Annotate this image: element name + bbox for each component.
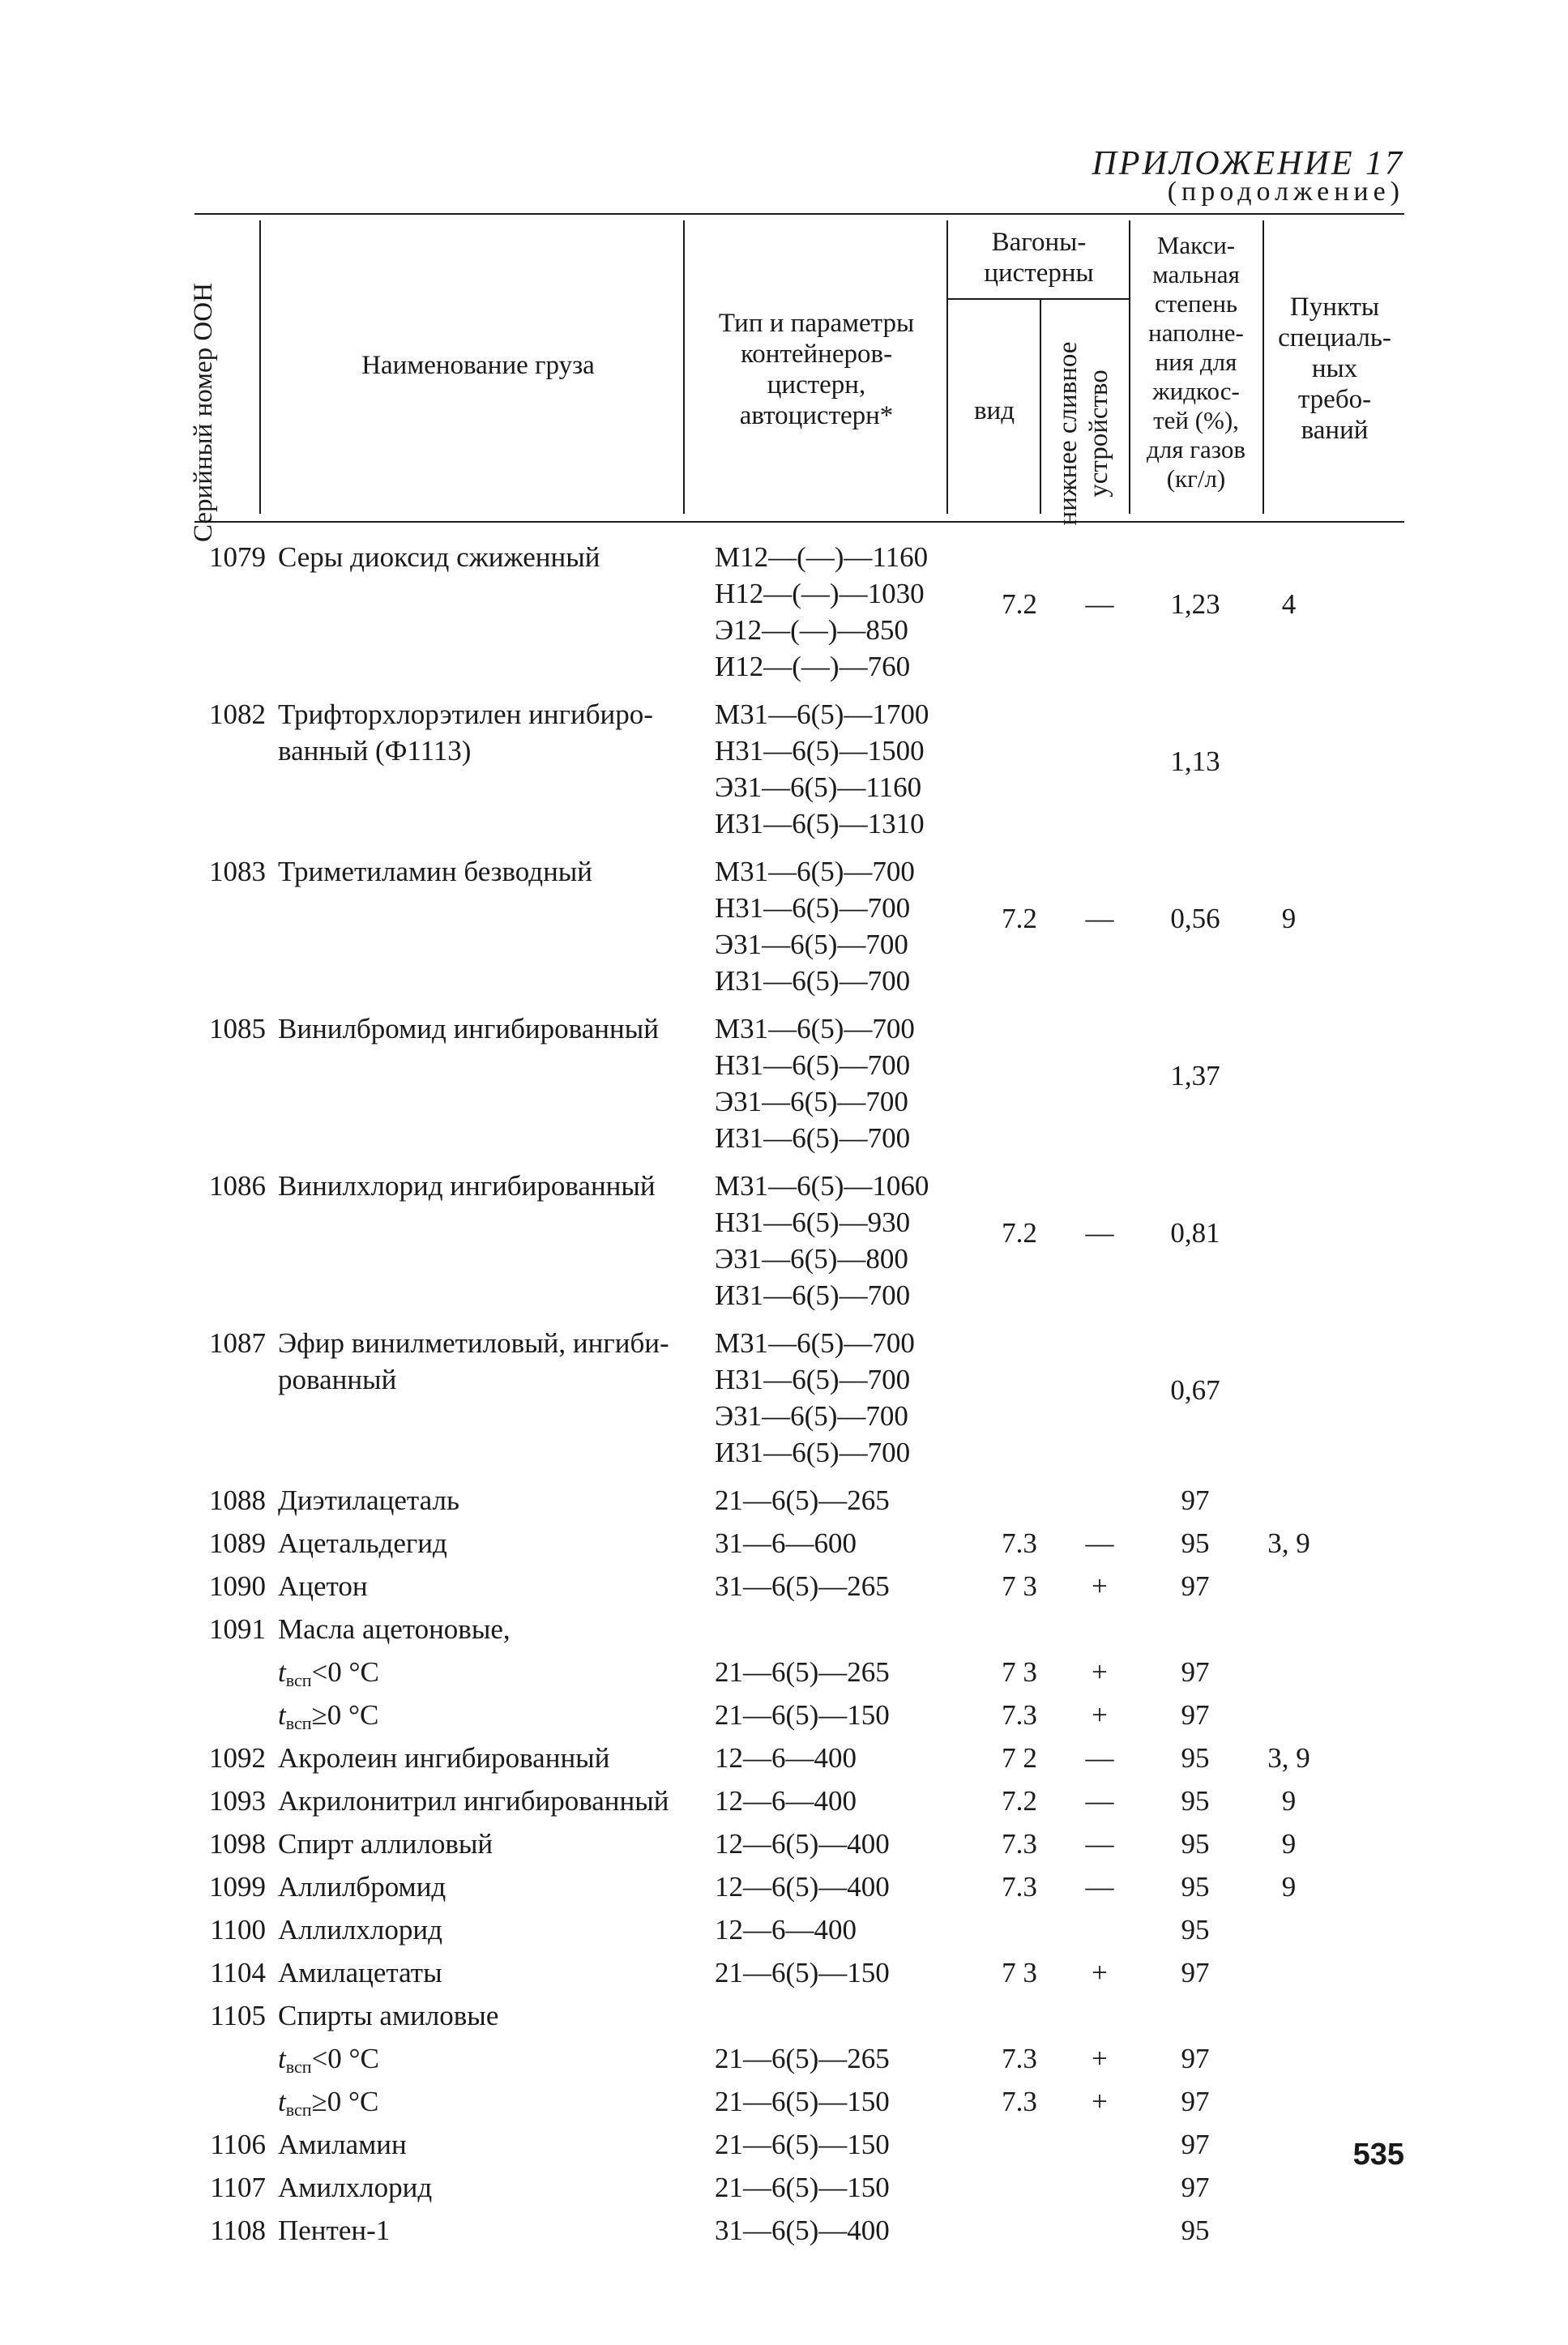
table-row xyxy=(0,1611,1568,1647)
max-fill: 97 xyxy=(1181,1957,1210,1988)
header-cargo-name: Наименование груза xyxy=(361,351,595,380)
flash-point-condition: $t_{всп}<0$ °C xyxy=(278,2043,379,2077)
container-types xyxy=(715,2169,890,2206)
container-types xyxy=(715,853,915,999)
container-types xyxy=(715,696,929,842)
container-type-line: 21—6(5)—150 xyxy=(715,1699,890,1731)
table-row xyxy=(0,2083,1568,2120)
bottom-drain: + xyxy=(1092,1570,1108,1602)
cargo-name xyxy=(278,1168,656,1204)
bottom-drain: — xyxy=(1085,1871,1114,1903)
container-type-line: Э12—(—)—850 xyxy=(715,614,908,646)
container-type-line: Э31—6(5)—700 xyxy=(715,1400,908,1432)
container-types xyxy=(715,1568,890,1604)
max-fill: 97 xyxy=(1181,2043,1210,2074)
serial-number: 1087 xyxy=(209,1327,266,1359)
container-type-line: 21—6(5)—150 xyxy=(715,2086,890,2117)
cargo-name-line: Ацетальдегид xyxy=(278,1527,447,1559)
container-types xyxy=(715,1654,890,1690)
container-type-line: И12—(—)—760 xyxy=(715,651,911,682)
bottom-drain: + xyxy=(1092,2043,1108,2074)
bottom-drain: + xyxy=(1092,1699,1108,1731)
cargo-name-line: Аллилбромид xyxy=(278,1871,446,1903)
container-types xyxy=(715,1482,890,1518)
container-types xyxy=(715,1911,857,1948)
container-type-line: И31—6(5)—700 xyxy=(715,1437,911,1468)
header-divider-6 xyxy=(1040,300,1041,514)
container-type-line: 12—6(5)—400 xyxy=(715,1828,890,1860)
container-types xyxy=(715,2126,890,2163)
serial-number: 1083 xyxy=(209,856,266,887)
cargo-name-line: Амиламин xyxy=(278,2129,407,2160)
container-type-line: Н31—6(5)—930 xyxy=(715,1207,911,1238)
container-types xyxy=(715,2083,890,2120)
max-fill: 1,23 xyxy=(1170,588,1220,620)
serial-number: 1092 xyxy=(209,1742,266,1774)
table-row xyxy=(0,1911,1568,1948)
serial-number: 1099 xyxy=(209,1871,266,1903)
tank-car-kind: 7.2 xyxy=(1002,903,1037,934)
serial-number: 1079 xyxy=(209,541,266,573)
cargo-name-line: Спирты амиловые xyxy=(278,2000,499,2031)
cargo-name-line: Триметиламин безводный xyxy=(278,856,593,887)
cargo-name-line: Пентен-1 xyxy=(278,2215,391,2246)
cargo-name-line: Диэтилацеталь xyxy=(278,1484,459,1516)
max-fill: 95 xyxy=(1181,2215,1210,2246)
table-row xyxy=(0,1783,1568,1819)
header-container-type: Тип и параметры контейнеров- цистерн, автоцистерн* xyxy=(718,309,915,430)
header-bottom-rule xyxy=(194,521,1404,523)
header-tankcar-rule xyxy=(948,298,1129,300)
cargo-name xyxy=(278,1911,442,1948)
tank-car-kind: 7.3 xyxy=(1002,2043,1037,2074)
continuation-note: (продолжение) xyxy=(1167,177,1404,207)
max-fill: 97 xyxy=(1181,1656,1210,1688)
table-row xyxy=(0,1654,1568,1690)
serial-number: 1106 xyxy=(210,2129,266,2160)
table-row xyxy=(0,2126,1568,2163)
special-points: 9 xyxy=(1281,1871,1297,1903)
cargo-name xyxy=(278,2212,390,2249)
container-type-line: 21—6(5)—265 xyxy=(715,1484,890,1516)
container-type-line: 12—6(5)—400 xyxy=(715,1871,890,1903)
serial-number: 1090 xyxy=(209,1570,266,1602)
max-fill: 97 xyxy=(1181,2086,1210,2117)
container-types xyxy=(715,1783,857,1819)
tank-car-kind: 7.2 xyxy=(1002,588,1037,620)
container-type-line: Н31—6(5)—1500 xyxy=(715,735,925,767)
container-types xyxy=(715,1325,915,1471)
cargo-name-line: Эфир винилметиловый, ингиби- xyxy=(278,1327,669,1359)
bottom-drain: — xyxy=(1085,1785,1114,1817)
container-type-line: М31—6(5)—700 xyxy=(715,1013,915,1044)
table-row xyxy=(0,1168,1568,1313)
serial-number: 1098 xyxy=(209,1828,266,1860)
header-divider-3 xyxy=(946,220,948,514)
max-fill: 95 xyxy=(1181,1871,1210,1903)
container-type-line: Э31—6(5)—1160 xyxy=(715,771,922,803)
serial-number: 1093 xyxy=(209,1785,266,1817)
tank-car-kind: 7 3 xyxy=(1002,1570,1037,1602)
container-type-line: Э31—6(5)—700 xyxy=(715,929,908,960)
table-row xyxy=(0,1954,1568,1991)
cargo-name-line: Ацетон xyxy=(278,1570,368,1602)
flash-point-condition: $t_{всп}\ge 0$ °C xyxy=(278,2086,379,2120)
serial-number: 1091 xyxy=(209,1613,266,1645)
cargo-name-line: Акролеин ингибированный xyxy=(278,1742,610,1774)
header-max-fill: Макси- мальная степень наполне- ния для жидкос- тей (%), для газов (кг/л) xyxy=(1147,231,1245,493)
container-types xyxy=(715,1168,929,1313)
cargo-name xyxy=(278,1954,442,1991)
container-type-line: Э31—6(5)—700 xyxy=(715,1086,908,1117)
cargo-name xyxy=(278,1568,368,1604)
container-type-line: 31—6—600 xyxy=(715,1527,857,1559)
tank-car-kind: 7 3 xyxy=(1002,1957,1037,1988)
cargo-name-line: рованный xyxy=(278,1364,397,1395)
table-row xyxy=(0,2040,1568,2077)
cargo-name xyxy=(278,1525,447,1561)
serial-number: 1108 xyxy=(210,2215,266,2246)
container-type-line: И31—6(5)—700 xyxy=(715,1122,911,1154)
tank-car-kind: 7.3 xyxy=(1002,1828,1037,1860)
cargo-name xyxy=(278,696,653,769)
header-divider-2 xyxy=(683,220,685,514)
header-top-rule xyxy=(194,213,1404,215)
container-type-line: М31—6(5)—1700 xyxy=(715,698,929,730)
serial-number: 1086 xyxy=(209,1170,266,1202)
header-divider-5 xyxy=(1263,220,1264,514)
tank-car-kind: 7.3 xyxy=(1002,2086,1037,2117)
bottom-drain: — xyxy=(1085,1828,1114,1860)
cargo-name-line: ванный (Ф1113) xyxy=(278,735,472,767)
container-type-line: И31—6(5)—700 xyxy=(715,965,911,997)
cargo-name-line: Винилхлорид ингибированный xyxy=(278,1170,656,1202)
max-fill: 0,81 xyxy=(1170,1217,1220,1249)
max-fill: 97 xyxy=(1181,2129,1210,2160)
table-row xyxy=(0,1826,1568,1862)
header-special-points: Пункты специаль- ных требо- ваний xyxy=(1278,293,1391,445)
container-type-line: И31—6(5)—700 xyxy=(715,1279,911,1311)
bottom-drain: + xyxy=(1092,1656,1108,1688)
container-type-line: 21—6(5)—265 xyxy=(715,2043,890,2074)
cargo-name xyxy=(278,1826,493,1862)
container-types xyxy=(715,1010,915,1156)
max-fill: 0,67 xyxy=(1170,1374,1220,1406)
serial-number: 1089 xyxy=(209,1527,266,1559)
cargo-name-line: Серы диоксид сжиженный xyxy=(278,541,600,573)
bottom-drain: — xyxy=(1085,903,1114,934)
table-row xyxy=(0,1568,1568,1604)
cargo-name xyxy=(278,2169,432,2206)
table-row xyxy=(0,1325,1568,1471)
container-type-line: 21—6(5)—265 xyxy=(715,1656,890,1688)
container-type-line: 12—6—400 xyxy=(715,1914,857,1946)
max-fill: 95 xyxy=(1181,1785,1210,1817)
flash-point-condition: $t_{всп}<0$ °C xyxy=(278,1656,379,1690)
container-types xyxy=(715,1740,857,1776)
special-points: 4 xyxy=(1281,588,1297,620)
container-type-line: 21—6(5)—150 xyxy=(715,2172,890,2203)
special-points: 9 xyxy=(1281,1828,1297,1860)
serial-number: 1088 xyxy=(209,1484,266,1516)
header-bottom-drain: нижнее сливное устройство xyxy=(1053,341,1113,526)
special-points: 9 xyxy=(1281,1785,1297,1817)
serial-number: 1104 xyxy=(210,1957,266,1988)
bottom-drain: + xyxy=(1092,1957,1108,1988)
cargo-name xyxy=(278,2040,379,2085)
cargo-name xyxy=(278,539,600,575)
tank-car-kind: 7.3 xyxy=(1002,1527,1037,1559)
container-types xyxy=(715,1525,857,1561)
container-types xyxy=(715,2040,890,2077)
bottom-drain: — xyxy=(1085,1527,1114,1559)
table-row xyxy=(0,1010,1568,1156)
container-type-line: М31—6(5)—700 xyxy=(715,856,915,887)
table-row xyxy=(0,1869,1568,1905)
container-types xyxy=(715,1869,890,1905)
container-type-line: Э31—6(5)—800 xyxy=(715,1243,908,1275)
container-types xyxy=(715,1826,890,1862)
max-fill: 97 xyxy=(1181,1699,1210,1731)
max-fill: 95 xyxy=(1181,1527,1210,1559)
special-points: 3, 9 xyxy=(1267,1527,1310,1559)
max-fill: 0,56 xyxy=(1170,903,1220,934)
container-type-line: 12—6—400 xyxy=(715,1742,857,1774)
header-tank-cars: Вагоны- цистерны xyxy=(984,228,1094,288)
container-type-line: Н31—6(5)—700 xyxy=(715,1049,911,1081)
container-type-line: И31—6(5)—1310 xyxy=(715,808,925,839)
cargo-name xyxy=(278,1325,669,1398)
max-fill: 95 xyxy=(1181,1742,1210,1774)
container-type-line: Н12—(—)—1030 xyxy=(715,578,925,609)
max-fill: 97 xyxy=(1181,1570,1210,1602)
cargo-name-line: Амилхлорид xyxy=(278,2172,433,2203)
tank-car-kind: 7 3 xyxy=(1002,1656,1037,1688)
container-types xyxy=(715,539,928,685)
container-types xyxy=(715,1954,890,1991)
serial-number: 1107 xyxy=(210,2172,266,2203)
serial-number: 1100 xyxy=(210,1914,266,1946)
cargo-name-line: Винилбромид ингибированный xyxy=(278,1013,659,1044)
container-types xyxy=(715,2212,890,2249)
special-points: 3, 9 xyxy=(1267,1742,1310,1774)
special-points: 9 xyxy=(1281,903,1297,934)
header-serial-number: Серийный номер ООН xyxy=(189,283,218,542)
container-type-line: М31—6(5)—1060 xyxy=(715,1170,929,1202)
max-fill: 97 xyxy=(1181,1484,1210,1516)
serial-number: 1082 xyxy=(209,698,266,730)
cargo-name xyxy=(278,1783,669,1819)
header-divider-1 xyxy=(259,220,261,514)
max-fill: 95 xyxy=(1181,1914,1210,1946)
table-row xyxy=(0,696,1568,842)
container-type-line: М12—(—)—1160 xyxy=(715,541,929,573)
header-kind: вид xyxy=(973,396,1015,425)
cargo-name xyxy=(278,1654,379,1698)
max-fill: 97 xyxy=(1181,2172,1210,2203)
cargo-name xyxy=(278,1611,511,1647)
tank-car-kind: 7.2 xyxy=(1002,1785,1037,1817)
table-row xyxy=(0,1697,1568,1733)
table-row xyxy=(0,539,1568,685)
max-fill: 1,13 xyxy=(1170,745,1220,777)
bottom-drain: — xyxy=(1085,1217,1114,1249)
table-row xyxy=(0,1740,1568,1776)
table-row xyxy=(0,2212,1568,2249)
max-fill: 95 xyxy=(1181,1828,1210,1860)
cargo-name xyxy=(278,1482,459,1518)
cargo-name xyxy=(278,1697,378,1741)
bottom-drain: — xyxy=(1085,1742,1114,1774)
container-type-line: 31—6(5)—265 xyxy=(715,1570,890,1602)
bottom-drain: — xyxy=(1085,588,1114,620)
page-number: 535 xyxy=(1352,2138,1404,2172)
cargo-name xyxy=(278,2083,378,2128)
tank-car-kind: 7 2 xyxy=(1002,1742,1037,1774)
cargo-name-line: Масла ацетоновые, xyxy=(278,1613,511,1645)
container-type-line: 12—6—400 xyxy=(715,1785,857,1817)
tank-car-kind: 7.2 xyxy=(1002,1217,1037,1249)
container-types xyxy=(715,1697,890,1733)
cargo-name-line: Амилацетаты xyxy=(278,1957,442,1988)
container-type-line: Н31—6(5)—700 xyxy=(715,1364,911,1395)
max-fill: 1,37 xyxy=(1170,1060,1220,1091)
container-type-line: 21—6(5)—150 xyxy=(715,2129,890,2160)
container-type-line: М31—6(5)—700 xyxy=(715,1327,915,1359)
cargo-name-line: Акрилонитрил ингибированный xyxy=(278,1785,669,1817)
table-row xyxy=(0,1525,1568,1561)
cargo-name xyxy=(278,853,592,890)
cargo-name xyxy=(278,2126,407,2163)
serial-number: 1105 xyxy=(210,2000,266,2031)
container-type-line: 31—6(5)—400 xyxy=(715,2215,890,2246)
table-row xyxy=(0,2169,1568,2206)
cargo-name-line: Спирт аллиловый xyxy=(278,1828,493,1860)
container-type-line: Н31—6(5)—700 xyxy=(715,892,911,924)
cargo-name-line: Трифторхлорэтилен ингибиро- xyxy=(278,698,653,730)
tank-car-kind: 7.3 xyxy=(1002,1871,1037,1903)
container-type-line: 21—6(5)—150 xyxy=(715,1957,890,1988)
cargo-name-line: Аллилхлорид xyxy=(278,1914,442,1946)
table-row xyxy=(0,1482,1568,1518)
cargo-name xyxy=(278,1010,659,1047)
table-row xyxy=(0,853,1568,999)
bottom-drain: + xyxy=(1092,2086,1108,2117)
appendix-title: ПРИЛОЖЕНИЕ 17 xyxy=(1092,145,1404,182)
cargo-name xyxy=(278,1740,609,1776)
cargo-name xyxy=(278,1997,498,2034)
serial-number: 1085 xyxy=(209,1013,266,1044)
tank-car-kind: 7.3 xyxy=(1002,1699,1037,1731)
flash-point-condition: $t_{всп}\ge 0$ °C xyxy=(278,1699,379,1733)
table-row xyxy=(0,1997,1568,2034)
cargo-name xyxy=(278,1869,446,1905)
